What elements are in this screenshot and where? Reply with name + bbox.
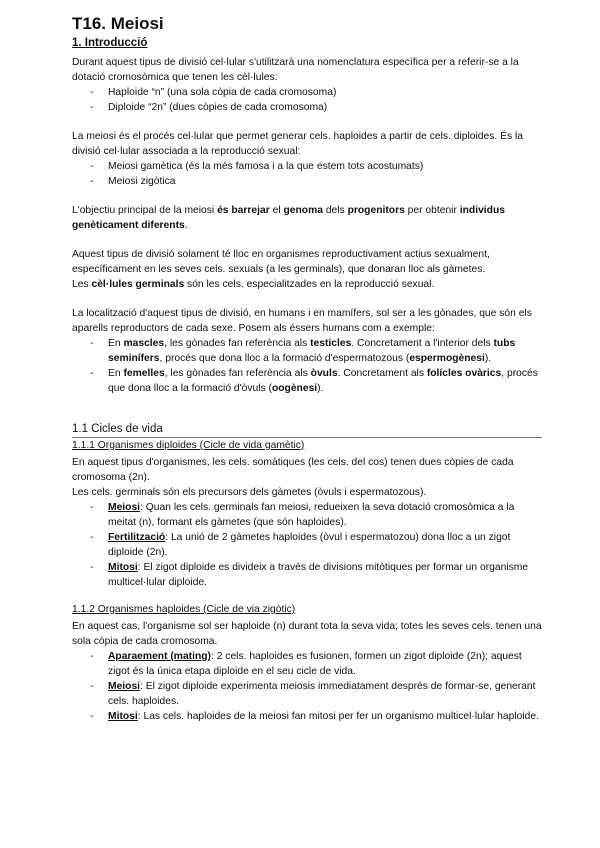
paragraph-objectiu: L'objectiu principal de la meiosi és barrejar el genoma dels progenitors per obtenir individus genèticament diferents. [72, 205, 505, 231]
list-item: - Mitosi: El zigot diploide es divideix a través de divisions mitòtiques per formar un organisme multicel·lular diploide. [90, 560, 542, 590]
list-item-mascles: - En mascles, les gònades fan referència als testicles. Concretament a l'interior dels tubs seminífers, procés que dona lloc a la formació d'espermatozous (espermogènesi). [90, 336, 542, 366]
paragraph-divisio-sexual: Aquest tipus de divisió solament té lloc en organismes reproductivament actius sexualment, específicament en les seves cels. sexuals (a les germinals), que donaran lloc als gàmetes. [72, 249, 490, 275]
list-item: - Fertilització: La unió de 2 gàmetes haploides (òvul i espermatozou) dona lloc a un zigot diploide (2n). [90, 530, 542, 560]
list-ploidy [72, 85, 542, 115]
paragraph-meiosi-definicio: La meiosi és el procés cel·lular que permet generar cels. haploides a partir de cels. diploides. És la divisió cel·lular associada a la reproducció sexual: [72, 131, 524, 157]
section-heading-cicles: 1.1 Cicles de vida [72, 422, 542, 438]
section-heading-introduccio: 1. Introducció [72, 37, 148, 49]
list-item: - Diploide “2n” (dues còpies de cada cromosoma) [90, 100, 542, 115]
paragraph-germinals: Les cels. germinals són els precursors dels gàmetes (òvuls i espermatozous). [72, 487, 427, 498]
paragraph-haploides-intro: En aquest cas, l'organisme sol ser haploide (n) durant tota la seva vida; totes les seves cels. tenen una sola còpia de cada cromosoma. [72, 621, 542, 647]
list-item: - Haploide “n” (una sola còpia de cada cromosoma) [90, 85, 542, 100]
document-title: T16. Meiosi [72, 14, 164, 33]
list-item: - Meiosi zigòtica [90, 174, 542, 189]
list-cicle-gametic [72, 500, 542, 590]
subsection-heading-haploides: 1.1.2 Organismes haploides (Cicle de via zigòtic) [72, 604, 296, 615]
paragraph-cellules-germinals: Les cèl·lules germinals són les cels. especialitzades en la reproducció sexual. [72, 279, 435, 290]
list-item: - Mitosi: Las cels. haploides de la meiosi fan mitosi per fer un organismo multicel·lular haploide. [90, 709, 542, 724]
paragraph-localitzacio: La localització d'aquest tipus de divisió, en humans i en mamífers, sol ser a les gònades, que són els aparells reproductors de cada sexe. Posem als éssers humans com a exemple: [72, 308, 532, 334]
list-meiosi-types [72, 159, 542, 189]
list-item: - Meiosi: Quan les cels. germinals fan meiosi, redueixen la seva dotació cromosòmica a la meitat (n), formant els gàmetes (que són haploides). [90, 500, 542, 530]
list-item: - Meiosi gamètica (és la més famosa i a la que estem tots acostumats) [90, 159, 542, 174]
list-item: - Meiosi: El zigot diploide experimenta meiosis immediatament després de formar-se, generant cels. haploides. [90, 679, 542, 709]
paragraph-nomenclatura: Durant aquest tipus de divisió cel·lular s'utilitzarà una nomenclatura específica per a referir-se a la dotació cromosòmica que tenen les cèl·lules: [72, 57, 519, 83]
list-item-femelles: - En femelles, les gònades fan referència als òvuls. Concretament als folícles ovàrics, procés que dona lloc a la formació d'òvuls (oogènesi). [90, 366, 542, 396]
document-page [72, 14, 542, 724]
paragraph-diploides-intro: En aquest tipus d'organismes, les cels. somàtiques (les cels. del cos) tenen dues còpies de cada cromosoma (2n). [72, 457, 514, 483]
list-item: - Aparaement (mating): 2 cels. haploides es fusionen, formen un zigot diploide (2n); aquest zigot és la única etapa diploide en el seu cicle de vida. [90, 649, 542, 679]
list-sexes [72, 336, 542, 396]
subsection-heading-diploides: 1.1.1 Organismes diploides (Cicle de vida gamètic) [72, 440, 305, 451]
list-cicle-zigotic [72, 649, 542, 724]
